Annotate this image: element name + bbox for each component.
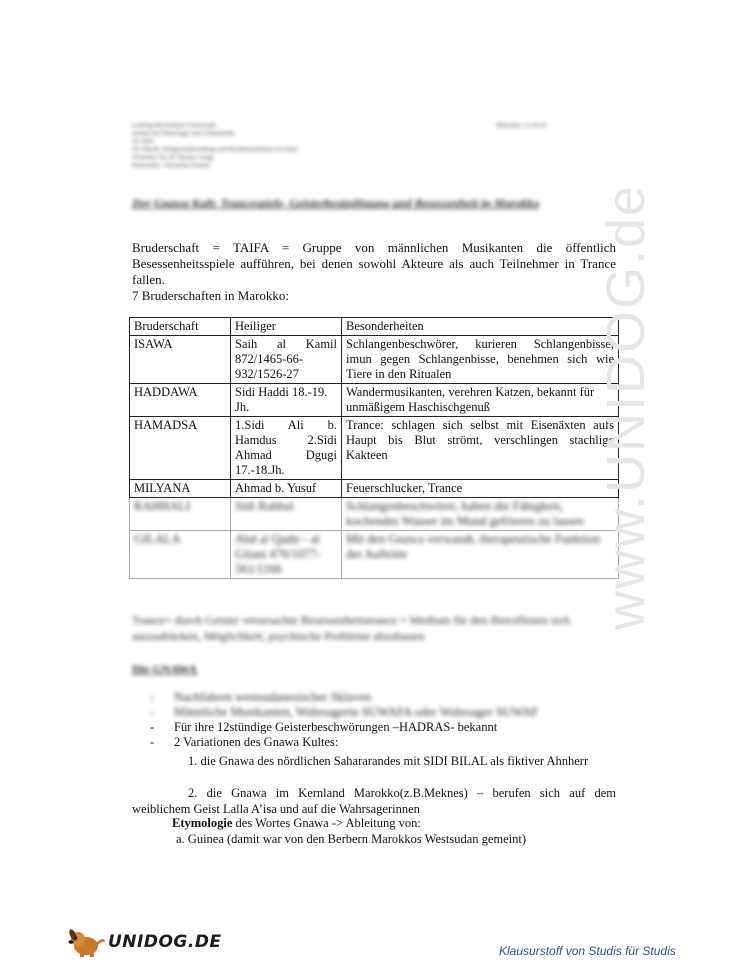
saint-cell: 1.Sidi Ali b. Hamdus 2.Sidi Ahmad Dgugi 17.-18.Jh. [231,417,342,480]
dog-icon [66,926,106,958]
saint-cell: Ahmad b. Yusuf [231,480,342,498]
table-row [130,498,619,531]
column-header: Besonderheiten [342,318,619,336]
column-header: Heiliger [231,318,342,336]
bullet-text: 2 Variationen des Gnawa Kultes: [174,735,339,749]
brotherhood-name: HADDAWA [130,384,231,417]
etymology-item-a: a. Guinea (damit war von den Berbern Marokkos Westsudan gemeint) [176,832,527,846]
brotherhood-name: GILALA [130,531,231,579]
etymology-label: Etymologie [172,816,233,830]
dash-marker: - [150,720,155,734]
notes-cell: Feuerschlucker, Trance [342,480,619,498]
etymology-rest: des Wortes Gnawa -> Ableitung von: [232,816,421,830]
saint-cell: Abd al Qadir - al Gilani 470/1077-561/1166 [231,531,342,579]
table-row [130,531,619,579]
brotherhood-name: RAHHALI [130,498,231,531]
variation-1-text: 1. die Gnawa des nördlichen Sahararandes mit SIDI BILAL als fiktiver Ahnherr [188,754,589,768]
variation-1 [132,753,616,769]
brotherhood-name: HAMADSA [130,417,231,480]
header-line: SS 2005 [132,138,154,145]
etymology-line [172,815,421,831]
footer-slogan: Klausurstoff von Studis für Studis [499,944,676,958]
list-item [150,720,616,735]
watermark-text: www.UNIDOG.de [596,183,656,630]
header-line: Institut für Ethnologie und Afrikanistik [132,130,234,137]
unidog-logo[interactable] [66,926,222,958]
intro-paragraph: Bruderschaft = TAIFA = Gruppe von männlichen Musikanten die öffentlich Besessenheitsspiele aufführen, bei denen sowohl Akteure als auch Teilnehmer in Trance fallen. [132,240,616,287]
notes-cell: Mit den Gnawa verwandt, therapeutische Funktion der Auftritte [342,531,619,579]
count-line: 7 Bruderschaften in Marokko: [132,288,290,303]
header-line: Dozentin: Dr. M. Becker-Aung [132,154,213,161]
list-item [150,735,616,750]
table-row [130,384,619,417]
variation-2 [132,785,616,817]
header-date: München, 21.06.05 [496,122,547,129]
saint-cell: Saih al Kamil 872/1465-66-932/1526-27 [231,336,342,384]
dash-marker: - [150,705,155,719]
bullet-text: Männliche Musikanten, Wahrsagerin SUWAFA oder Wahrsager SUWAF [174,705,539,719]
header-line: PS: Musik, Heilgesundwerdung und Bessheitsnehmen im Islam [132,146,298,153]
document-header [132,122,612,170]
gnawa-heading: Die GNAWA [132,662,197,676]
document-title: Der Gnawa Kult: Trancespiele, Geisterbesänftigung und Besessenheit in Marokko [132,196,540,210]
table-row [130,336,619,384]
logo-text: UNIDOG.DE [108,932,222,952]
header-line: Ludwig-Maximilian-Universität [132,122,216,129]
dash-marker: - [150,690,155,704]
list-item [150,705,616,720]
list-item [150,690,616,705]
brotherhood-table [129,317,619,579]
variation-2-text: 2. die Gnawa im Kernland Marokko(z.B.Meknes) – berufen sich auf dem weiblichem Geist Lalla A’isa und auf die Wahrsagerinnen [132,786,616,816]
notes-cell: Schlangenbeschwörer, haben die Fähigkeit, kochendes Wasser im Mund gefrieren zu lassen [342,498,619,531]
notes-cell: Wandermusikanten, verehren Katzen, bekannt für unmäßigem Haschischgenuß [342,384,619,417]
column-header: Bruderschaft [130,318,231,336]
gnawa-bullet-list [150,690,616,750]
saint-cell: Sidi Haddi 18.-19. Jh. [231,384,342,417]
brotherhood-name: MILYANA [130,480,231,498]
bullet-text: Für ihre 12stündige Geisterbeschwörungen –HADRAS- bekannt [174,720,498,734]
saint-cell: Sidi Rahhal [231,498,342,531]
dash-marker: - [150,735,155,749]
table-header-row [130,318,619,336]
table-row [130,417,619,480]
notes-cell: Trance: schlagen sich selbst mit Eisenäxten aufs Haupt bis Blut strömt, verschlingen stachlige Kakteen [342,417,619,480]
notes-cell: Schlangenbeschwörer, kurieren Schlangenbisse, imun gegen Schlangenbisse, benehmen sich wie Tiere in den Ritualen [342,336,619,384]
table-row [130,480,619,498]
brotherhood-name: ISAWA [130,336,231,384]
header-line: Referentin: Alexandra Polarin [132,162,210,169]
trance-paragraph: Trance= durch Geister verursachte Besessenheitstrance = Medium für den Betroffenen sich auszudrücken, Möglichkeit, psychische Probleme abzubauen [132,613,571,643]
bullet-text: Nachfahren westsudanesischer Sklaven [174,690,372,704]
